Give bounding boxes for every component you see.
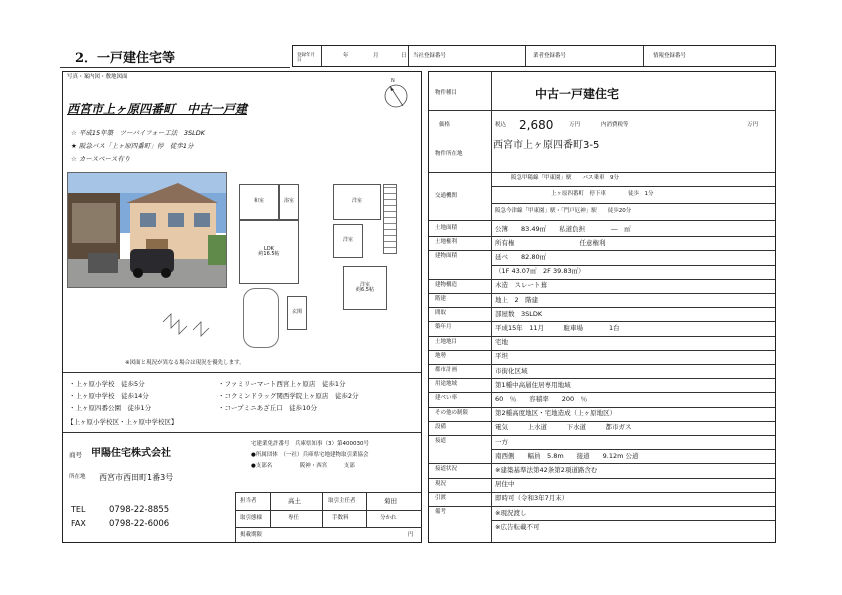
north-compass-icon [381,76,411,110]
spec-label: 地勢 [435,352,447,359]
plan-room-2f-2: 洋室 [333,224,363,258]
spec-label: 建物構造 [435,281,458,288]
traffic-line-3: 阪急今津線「甲東園」駅・「門戸厄神」駅 徒歩20分 [495,208,632,214]
date-day: 日 [401,53,407,59]
spec-value: 第2種高度地区・宅地造成（上ヶ原地区） [495,409,617,418]
tel-label: TEL [71,505,86,514]
spec-divider [429,279,775,280]
license-line-1: 宅建業免許番号 兵庫県知事（3）第400030号 [251,441,369,447]
traffic-line-1: 阪急甲陽線「甲東園」駅 バス乗車 9分 [511,175,620,181]
spec-label: 現況 [435,480,447,487]
spec-value: 第1種中高層住居専用地域 [495,380,571,389]
spec-value: 部屋数 3SLDK [495,309,543,318]
spec-label: 築年月 [435,324,452,331]
plan-note: ※図面と現況が異なる場合は現況を優先します。 [125,360,245,366]
spec-label: 用途地域 [435,381,458,388]
nearby-6: ・コープミニあざ丘口 徒歩10分 [218,404,317,412]
bullet-1: ☆ 平成15年築 ツーバイフォー工法 3SLDK [71,129,205,137]
agent-label: 取引主任者 [328,498,356,504]
consumption-label: 内消費税等 [601,122,629,128]
spec-value: 木造 スレート葺 [495,281,547,290]
listing-headline: 西宮市上ヶ原四番町 中古一戸建 [67,102,248,116]
plan-room-bath: 浴室 [279,184,299,220]
nearby-2: ・上ヶ原中学校 徒歩14分 [69,392,149,400]
fax-label: FAX [71,519,86,528]
site-road-lines [163,310,233,350]
transaction-label: 取引態様 [240,515,263,521]
spec-divider [429,321,775,322]
spec-value: 延べ 82.80㎡ [495,252,547,261]
registration-bar [292,45,776,67]
floor-plan-2f [333,184,401,334]
spec-label: 土地面積 [435,225,458,231]
spec-value: 公簿 83.49㎡ 私道負担 ― ㎡ [495,224,631,233]
spec-label: 都市計画 [435,367,458,373]
plan-room-2f-1: 洋室 [333,184,381,220]
left-panel [62,71,422,543]
fee-value: 分かれ [380,515,397,521]
spec-divider [429,293,775,294]
spec-divider [429,407,775,408]
spec-divider [429,478,775,479]
header-underline [60,67,290,68]
nearby-1: ・上ヶ原小学校 徒歩5分 [69,380,145,388]
price-tax: 税込 [495,122,507,128]
nearby-4: ・ファミリーマート西宮上ヶ原店 徒歩1分 [218,380,346,388]
plan-room-2f-3 [343,266,387,310]
spec-value: 市街化区域 [495,366,528,375]
spec-divider [429,421,775,422]
spec-divider [429,492,775,493]
spec-value: 即時可（令和3年7月末） [495,494,569,503]
price-unit: 万円 [569,122,581,128]
plan-room-washitsu: 和室 [239,184,279,220]
price-value: 2,680 [519,118,554,132]
company-address: 西宮市西田町1番3号 [99,473,174,482]
reg-label-1: 当社登録番号 [413,53,447,59]
spec-label: 接道状況 [435,466,458,473]
traffic-line-2: 上ヶ原四番町 停下車 徒歩 1分 [551,191,654,197]
car-space [243,288,279,348]
spec-value: 一方 [495,437,508,446]
spec-label: 階建 [435,296,447,302]
staff-name: 高土 [288,497,301,505]
floor-plan-1f [239,184,315,354]
spec-label: 設備 [435,423,447,430]
spec-divider [429,336,775,337]
school-district: 【上ヶ原小学校区・上ヶ原中学校区】 [67,418,178,426]
spec-divider [429,236,775,237]
spec-divider [491,265,775,266]
date-year: 年 [343,53,349,59]
bullet-3: ☆ カースペース有り [71,155,131,163]
date-month: 月 [373,53,379,59]
spec-value: 60 ％ 容積率 200 ％ [495,394,588,403]
nearby-5: ・コクミンドラッグ関西学院上ヶ原店 徒歩2分 [218,392,359,400]
spec-value: 居住中 [495,480,515,489]
period-value: 円 [408,532,414,538]
reg-label-2: 業者登録番号 [533,53,567,59]
spec-divider [429,378,775,379]
license-line-2: ●所属団体 （一社）兵庫県宅地建物取引業協会 [251,452,369,458]
spec-label: 建物面積 [435,253,458,260]
price-label: 価格 [439,122,451,128]
spec-value: ※建築基準法第42条第2項道路含む [495,465,598,474]
transaction-value: 専任 [288,515,300,521]
plan-room-ldk-label: LDK 約16.5帖 [258,245,280,257]
spec-value: 南西側 幅員 5.8m 接道 9.12m 公道 [495,451,639,460]
tel-number: 0798-22-8855 [109,505,170,515]
spec-divider [491,449,775,450]
spec-value: ※現況渡し [495,508,527,517]
caption-label: 写真・案内図・敷地図面 [67,74,128,80]
spec-value: 電気 上水道 下水道 都市ガス [495,423,632,432]
spec-label: 建ぺい率 [435,395,458,402]
spec-divider [429,435,775,436]
spec-divider [429,307,775,308]
type-label: 物件種目 [435,90,458,96]
spec-label: 土地権利 [435,239,458,246]
spec-divider [429,463,775,464]
spec-value: 平成15年 11月 駐車場 1台 [495,323,620,332]
spec-label: 土地地目 [435,338,458,345]
company-name: 甲陽住宅株式会社 [91,448,171,459]
spec-label: その他の制限 [435,409,469,416]
bullet-2: ★ 阪急バス「上ヶ原四番町」停 徒歩1分 [71,142,194,150]
license-line-3: ●支部名 阪神・西宮 支部 [251,463,355,469]
section-title: 2．一戸建住宅等 [75,51,176,66]
fax-number: 0798-22-6006 [109,519,170,529]
spec-value: 平坦 [495,352,508,361]
stairs [383,184,397,254]
spec-value: ※広告転載不可 [495,522,540,531]
plan-room-2f-3-label: 洋室 約6.5帖 [356,281,374,293]
plan-room-ldk [239,220,299,284]
staff-label: 担当者 [240,498,257,504]
spec-divider [429,506,775,507]
house-photo [67,172,227,288]
spec-label: 引渡 [435,494,447,501]
consumption-unit: 万円 [747,122,759,128]
date-label: 登録年月日 [297,53,315,63]
spec-value: 所有権 任意権利 [495,238,606,247]
spec-label: 備考 [435,509,447,515]
spec-divider [429,250,775,251]
spec-divider [429,364,775,365]
right-panel [428,71,776,543]
spec-value: 地上 2 階建 [495,295,539,304]
location-value: 西宮市上ヶ原四番町3-5 [493,140,600,151]
spec-divider [429,350,775,351]
svg-text:N: N [391,78,395,84]
spec-label: 間取 [435,310,447,317]
spec-label: 接道 [435,438,447,444]
traffic-label: 交通機関 [435,193,458,199]
fee-label: 手数料 [332,515,349,521]
period-label: 掲載期限 [240,532,263,538]
type-value: 中古一戸建住宅 [535,87,620,101]
staff-grid [235,492,421,542]
company-label: 商号 [69,451,82,459]
spec-value: 宅地 [495,338,508,347]
reg-label-3: 情報登録番号 [653,53,687,59]
address-label: 所在地 [69,474,86,480]
agent-name: 菊田 [384,497,397,505]
location-label: 物件所在地 [435,151,463,157]
spec-divider [429,392,775,393]
spec-divider [491,520,775,521]
spec-value: （1F 43.07㎡ 2F 39.83㎡） [495,267,585,276]
nearby-3: ・上ヶ原四番公園 徒歩1分 [69,404,152,412]
plan-room-entrance: 玄関 [287,296,307,330]
